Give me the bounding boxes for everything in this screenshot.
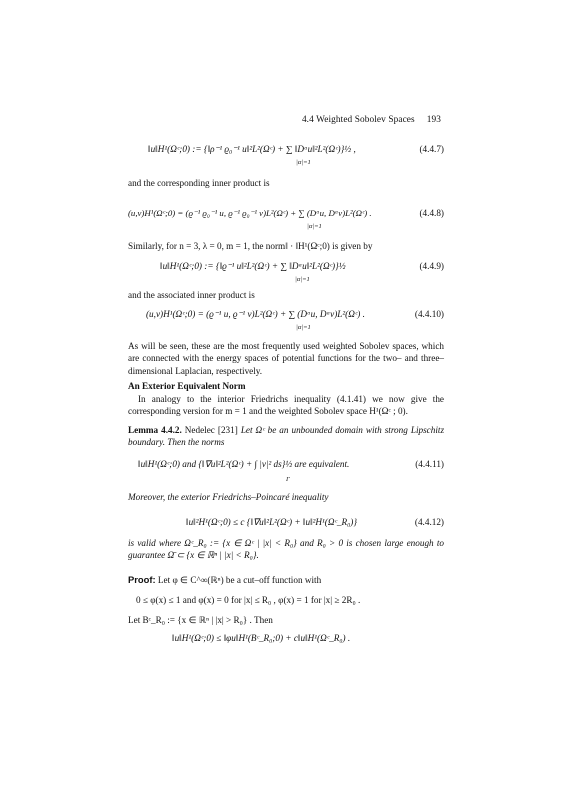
paragraph: is valid where Ωᶜ_R₀ := {x ∈ Ωᶜ | |x| < R₀} and R₀ > 0 is chosen large enough to guarantee Ω̄ ⊂ {x ∈ ℝⁿ | |x| < R₀}. xyxy=(128,538,444,561)
equation-number: (4.4.8) xyxy=(419,208,444,218)
sum-index: |α|=1 xyxy=(307,223,322,230)
lemma-reference: Nedelec [231] xyxy=(184,425,238,435)
equation-body: ‖u‖H¹(Ωᶜ;0) := {‖ρ⁻¹ ϱ₀⁻¹ u‖²L²(Ωᶜ) + ∑ ‖Dᵅu‖²L²(Ωᶜ)}½ , xyxy=(148,144,356,154)
section-heading: An Exterior Equivalent Norm xyxy=(128,381,246,391)
lemma xyxy=(128,424,444,449)
sum-index: |α|=1 xyxy=(296,324,311,331)
equation-body: 0 ≤ φ(x) ≤ 1 and φ(x) = 0 for |x| ≤ R₀ , φ(x) = 1 for |x| ≥ 2R₀ . xyxy=(136,595,361,605)
lemma-text: Let Ωᶜ be an unbounded domain with strong Lipschitz boundary. Then the norms xyxy=(128,425,445,448)
equation-body: (u,v)H¹(Ωᶜ;0) = (ϱ⁻¹ u, ϱ⁻¹ v)L²(Ωᶜ) + ∑ (Dᵅu, Dᵅv)L²(Ωᶜ) . xyxy=(146,309,365,319)
equation-body: ‖u‖H¹(Ωᶜ;0) ≤ ‖φu‖H¹(Bᶜ_R₀;0) + c‖u‖H¹(Ωᶜ_R₀) . xyxy=(172,633,351,643)
page-number: 193 xyxy=(426,115,441,125)
sum-index: |α|=1 xyxy=(295,276,310,283)
paragraph: As will be seen, these are the most frequently used weighted Sobolev spaces, which are connected with the energy spaces of potential functions for the two– and three–dimensional Laplacian, respectively. xyxy=(128,341,444,376)
equation-number: (4.4.7) xyxy=(419,144,444,154)
equation-number: (4.4.10) xyxy=(414,309,444,319)
equation-body: ‖u‖H¹(Ωᶜ;0) := {‖ϱ⁻¹ u‖²L²(Ωᶜ) + ∑ ‖Dᵅu‖²L²(Ωᶜ)}½ xyxy=(160,261,346,271)
paragraph: Let Bᶜ_R₀ := {x ∈ ℝⁿ | |x| > R₀} . Then xyxy=(128,615,273,625)
proof-text: Let φ ∈ C^∞(ℝⁿ) be a cut–off function with xyxy=(157,575,322,585)
proof-label: Proof: xyxy=(128,574,156,585)
proof xyxy=(128,574,444,586)
equation-body: ‖u‖H¹(Ωᶜ;0) and {‖∇u‖²L²(Ωᶜ) + ∫ |v|² ds}½ are equivalent. xyxy=(138,459,350,469)
lemma-label: Lemma 4.4.2. xyxy=(128,425,182,435)
paragraph: Similarly, for n = 3, λ = 0, m = 1, the norm‖ · ‖H¹(Ωᶜ;0) is given by xyxy=(128,241,373,251)
integral-domain: Γ xyxy=(286,476,290,483)
paragraph: and the associated inner product is xyxy=(128,290,255,300)
paragraph: In analogy to the interior Friedrichs inequality (4.1.41) we now give the corresponding version for m = 1 and the weighted Sobolev space H¹(Ωᶜ ; 0). xyxy=(128,394,444,417)
equation-body: (u,v)H¹(Ωᶜ;0) = (ϱ⁻¹ ϱ₀⁻¹ u, ϱ⁻¹ ϱ₀⁻¹ v)L²(Ωᶜ) + ∑ (Dᵅu, Dᵅv)L²(Ωᶜ) . xyxy=(128,208,372,218)
paragraph: and the corresponding inner product is xyxy=(128,178,270,188)
equation-number: (4.4.12) xyxy=(414,517,444,527)
paragraph: Moreover, the exterior Friedrichs–Poincaré inequality xyxy=(128,492,329,502)
equation-body: ‖u‖²H¹(Ωᶜ;0) ≤ c {‖∇u‖²L²(Ωᶜ) + ‖u‖²H¹(Ωᶜ_R₀)} xyxy=(186,517,358,527)
equation-number: (4.4.11) xyxy=(415,459,444,469)
section-title: 4.4 Weighted Sobolev Spaces xyxy=(301,115,415,125)
running-header xyxy=(302,115,441,125)
sum-index: |α|=1 xyxy=(296,159,311,166)
equation-number: (4.4.9) xyxy=(419,261,444,271)
